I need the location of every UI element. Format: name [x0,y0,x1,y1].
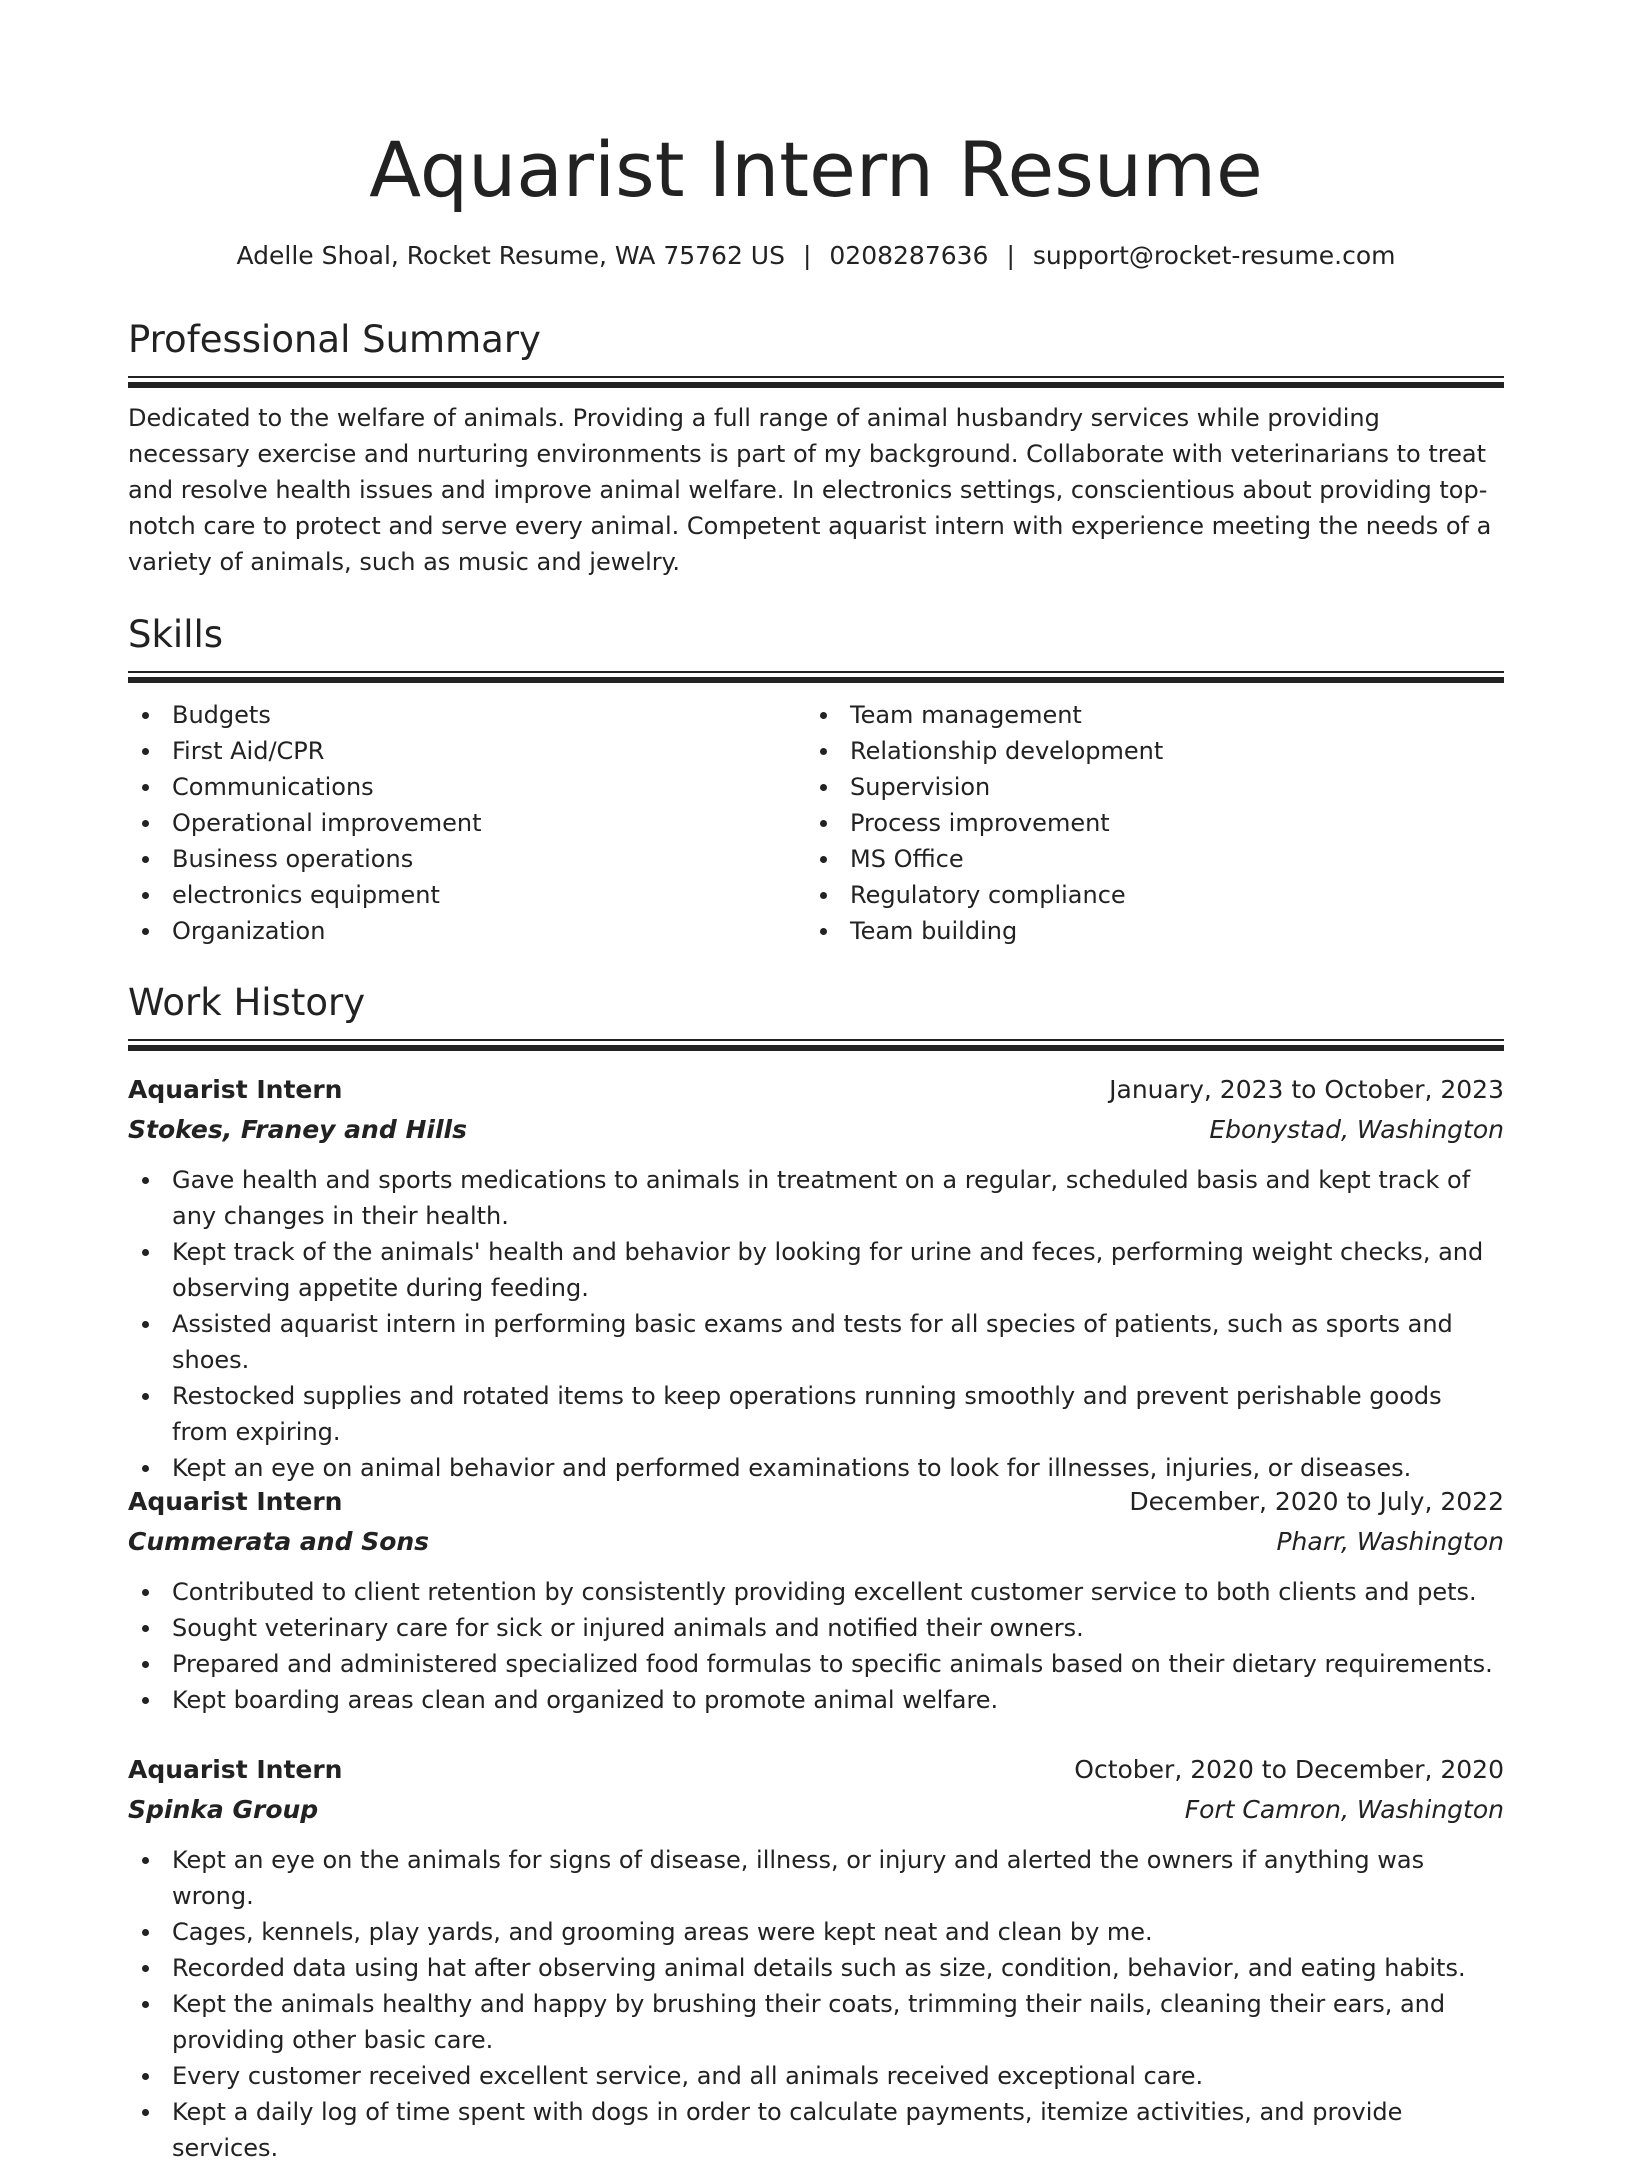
job-bullet: Contributed to client retention by consistently providing excellent customer service to both clients and pets. [172,1574,1504,1610]
job-company: Spinka Group [128,1795,319,1824]
skill-item: Team management [850,697,1484,733]
job-entry [128,1070,1504,1486]
work-history-section [128,978,1504,1051]
contact-email: support@rocket-resume.com [1032,241,1396,270]
job-entry [128,1482,1504,1718]
skill-item: Process improvement [850,805,1484,841]
summary-text: Dedicated to the welfare of animals. Providing a full range of animal husbandry services while providing necessary exercise and nurturing environments is part of my background. Collaborate with veterinarians to treat and resolve health issues and improve animal welfare. In electronics settings, conscientious about providing top-notch care to protect and serve every animal. Competent aquarist intern with experience meeting the needs of a variety of animals, such as music and jewelry. [128,404,1492,576]
skill-item: Communications [172,769,806,805]
section-divider [128,376,1504,388]
resume-title: Aquarist Intern Resume [369,125,1263,214]
skill-item: Business operations [172,841,806,877]
skill-item: electronics equipment [172,877,806,913]
section-divider [128,1039,1504,1051]
job-bullet: Kept an eye on the animals for signs of disease, illness, or injury and alerted the owners if anything was wrong. [172,1842,1504,1914]
summary-section [128,315,1504,580]
job-dates: October, 2020 to December, 2020 [1074,1755,1504,1784]
job-company: Cummerata and Sons [128,1527,430,1556]
skill-item: First Aid/CPR [172,733,806,769]
job-location: Ebonystad, Washington [1209,1115,1504,1144]
job-bullet: Kept boarding areas clean and organized to promote animal welfare. [172,1682,1504,1718]
job-header-row [128,1750,1504,1790]
skill-item: Relationship development [850,733,1484,769]
job-bullet: Prepared and administered specialized food formulas to specific animals based on their dietary requirements. [172,1646,1504,1682]
contact-address: Adelle Shoal, Rocket Resume, WA 75762 US [236,241,785,270]
job-header-row [128,1482,1504,1522]
skill-item: Organization [172,913,806,949]
job-entry [128,1750,1504,2166]
skills-list-left [128,697,806,949]
job-company-row [128,1522,1504,1562]
job-bullet: Kept a daily log of time spent with dogs in order to calculate payments, itemize activities, and provide services. [172,2094,1504,2166]
job-company: Stokes, Franey and Hills [128,1115,467,1144]
job-bullet: Kept an eye on animal behavior and performed examinations to look for illnesses, injuries, or diseases. [172,1450,1504,1486]
job-bullet: Sought veterinary care for sick or injured animals and notified their owners. [172,1610,1504,1646]
job-bullets [128,1162,1504,1486]
job-bullet: Restocked supplies and rotated items to keep operations running smoothly and prevent perishable goods from expiring. [172,1378,1504,1450]
job-bullet: Cages, kennels, play yards, and grooming areas were kept neat and clean by me. [172,1914,1504,1950]
job-header-row [128,1070,1504,1110]
contact-separator: | [802,241,812,270]
job-title: Aquarist Intern [128,1487,343,1516]
skills-heading: Skills [128,613,224,656]
job-company-row [128,1110,1504,1150]
job-location: Fort Camron, Washington [1184,1795,1504,1824]
job-bullets [128,1574,1504,1718]
contact-line [128,236,1504,276]
skill-item: Regulatory compliance [850,877,1484,913]
contact-phone: 0208287636 [829,241,989,270]
skill-item: Budgets [172,697,806,733]
job-bullet: Kept the animals healthy and happy by brushing their coats, trimming their nails, cleaning their ears, and providing other basic care. [172,1986,1504,2058]
skills-section [128,610,1504,949]
summary-heading: Professional Summary [128,318,541,361]
job-dates: December, 2020 to July, 2022 [1129,1487,1504,1516]
skills-columns [128,697,1504,949]
job-dates: January, 2023 to October, 2023 [1109,1075,1504,1104]
skill-item: Operational improvement [172,805,806,841]
job-location: Pharr, Washington [1276,1527,1504,1556]
skill-item: Supervision [850,769,1484,805]
contact-separator: | [1006,241,1015,270]
skill-item: Team building [850,913,1484,949]
job-bullet: Kept track of the animals' health and behavior by looking for urine and feces, performing weight checks, and observing appetite during feeding. [172,1234,1504,1306]
work-history-heading: Work History [128,981,366,1024]
job-company-row [128,1790,1504,1830]
section-divider [128,671,1504,683]
job-bullet: Gave health and sports medications to animals in treatment on a regular, scheduled basis and kept track of any changes in their health. [172,1162,1504,1234]
skill-item: MS Office [850,841,1484,877]
job-bullets [128,1842,1504,2166]
skills-list-right [806,697,1484,949]
job-title: Aquarist Intern [128,1075,343,1104]
job-bullet: Assisted aquarist intern in performing basic exams and tests for all species of patients, such as sports and shoes. [172,1306,1504,1378]
job-bullet: Recorded data using hat after observing animal details such as size, condition, behavior, and eating habits. [172,1950,1504,1986]
job-bullet: Every customer received excellent service, and all animals received exceptional care. [172,2058,1504,2094]
job-title: Aquarist Intern [128,1755,343,1784]
